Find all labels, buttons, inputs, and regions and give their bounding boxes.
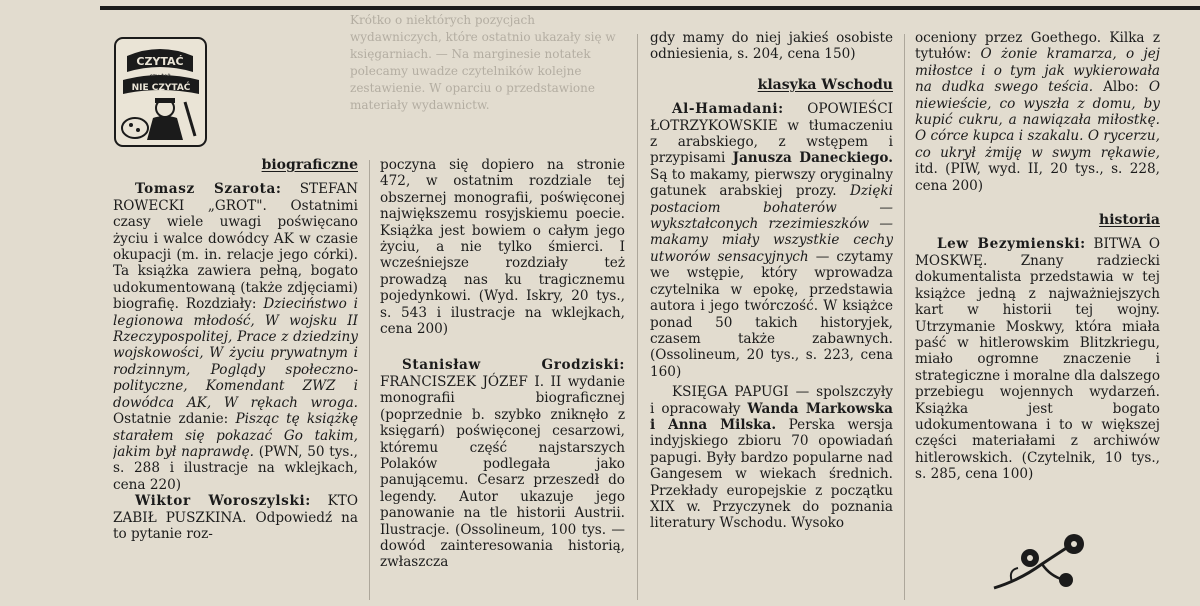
column-divider	[904, 34, 905, 600]
entry-quote: Dzięki postaciom bohaterów — wykształconych rzezimieszków — makamy miały wszystkie cechy utworów sensacyjnych	[650, 183, 893, 265]
flower-ornament-icon	[990, 530, 1095, 595]
entry-title: BITWA O MOSKWĘ.	[915, 236, 1160, 269]
entry-al-hamadani	[650, 101, 893, 380]
bleed-through-text: Krótko o niektórych pozycjach wydawniczych, które ostatnio ukazały się w księgarniach. — Na marginesie notatek polecamy uwadze czytelników kolejne zestawienie. W oparciu o przedstawione materiały wydawnictw.	[350, 13, 616, 112]
entry-body: II wydanie monografii biograficznej (poprzednie b. szybko zniknęło z księgarń) poświęconej cesarzowi, któremu część najstarszych Polaków podlegała jako panującemu. Cesarz przeszedł do legendy. Autor ukazuje jego panowanie na tle historii Austrii. Ilustracje.	[380, 373, 625, 538]
logo-line1: CZYTAĆ	[136, 55, 184, 68]
entry-author: Wiktor Woroszylski:	[135, 493, 311, 510]
entry-quote: Pisząc tę książkę starałem się pokazać Go takim, jakim był naprawdę.	[113, 411, 358, 460]
entry-title: KTO ZABIŁ PUSZKINA.	[113, 493, 358, 526]
entry-title: STEFAN ROWECKI „GROT".	[113, 181, 358, 214]
entry-story-titles: O żonie kramarza, o jej miłostce i o tym jak wykierowała na dudka swego teścia.	[915, 46, 1160, 96]
entry-body: w tłumaczeniu z arabskiego, z wstępem i przypisami	[650, 117, 893, 167]
top-rule	[100, 6, 1200, 10]
entry-author: Stanisław Grodziski:	[402, 357, 625, 374]
entry-body: Ostatnie zdanie:	[113, 411, 229, 428]
entry-rowecki	[113, 181, 358, 493]
entry-woroszylski	[113, 493, 358, 542]
entry-body: — spolszczyły i opracowały	[650, 384, 893, 417]
entry-ksiega-papugi-continued	[915, 30, 1160, 194]
column-4	[915, 30, 1160, 490]
entry-title: OPOWIEŚCI ŁOTRZYKOWSKIE	[650, 101, 893, 134]
entry-publication: (Ossolineum, 100 tys. — dowód zainteresowania historią, zwłaszcza	[380, 521, 625, 571]
entry-bezymienski	[915, 236, 1160, 482]
entry-body: Znany radziecki dokumentalista przedstawia w tej książce jedną z najważniejszych kart w historii tej wojny. Utrzymanie Moskwy, która miała paść w hitlerowskim Blitzkriegu, miało ogromne znaczenie i strategiczne i moralne dla dalszego przebiegu wojennych wydarzeń. Książka jest bogato udokumentowana i to w większej części materiałami z archiwów hitlerowskich.	[915, 252, 1160, 466]
entry-publication: (PWN, 50 tys., s. 288 i ilustracje na wklejkach, cena 220)	[113, 443, 358, 493]
entry-publication: (Ossolineum, 20 tys., s. 223, cena 160)	[650, 347, 893, 380]
column-1	[113, 157, 358, 606]
entry-body: — czytamy we wstępie, który wprowadza czytelnika w epokę, przedstawia autora i jego twórczość. W książce ponad 50 takich historyjek, czasem także zabawnych.	[650, 248, 893, 347]
entry-story-titles: O niewieście, co wyszła z domu, by kupić cukru, a nawiązała miłostkę. O córce kupca i szakalu. O rycerzu, co ukrył żmiję w swym rękawie,	[915, 79, 1160, 161]
entry-publication: (Wyd. Iskry, 20 tys., s. 543 i ilustracje na wklejkach, cena 200)	[380, 288, 625, 338]
entry-grodziski-continued	[650, 30, 893, 63]
entry-publication: itd. (PIW, wyd. II, 20 tys., s. 228, cena 200)	[915, 161, 1160, 194]
entry-grodziski	[380, 357, 625, 570]
logo-line3: NIE CZYTAĆ	[131, 83, 191, 93]
entry-publication: (Czytelnik, 10 tys., s. 285, cena 100)	[915, 449, 1160, 483]
column-2	[380, 157, 625, 606]
column-divider	[637, 34, 638, 600]
section-heading-biograficzne: biograficzne	[261, 157, 358, 173]
section-heading-klasyka-wschodu: klasyka Wschodu	[757, 76, 893, 93]
entry-body: gdy mamy do niej jakieś osobiste odniesienia, s. 204, cena 150)	[650, 30, 893, 63]
entry-body: Ostatnimi czasy wiele uwagi poświęcano życiu i walce dowódcy AK w czasie okupacji (m. in. relacje jego córki). Ta książka zawiera pełną, bogato udokumentowaną (także zdjęciami) biografię. Rozdziały:	[113, 197, 358, 313]
section-heading-historia: historia	[1099, 212, 1160, 229]
entry-body: Perska wersja indyjskiego zbioru 70 opowiadań papugi. Były bardzo popularne nad Gangesem w wiekach średnich. Przekłady europejskie z początku XIX w. Przyczynek do poznania literatury Wschodu. Wysoko	[650, 416, 893, 532]
entry-body: Są to makamy, pierwszy oryginalny gatunek arabskiej prozy.	[650, 166, 893, 200]
entry-body: oceniony przez Goethego. Kilka z tytułów:	[915, 30, 1160, 63]
entry-body: poczyna się dopiero na stronie 472, w ostatnim rozdziale tej obszernej monografii, poświęconej największemu rosyjskiemu poecie. Książka jest bowiem o całym jego życiu, a nie tylko śmierci. I wcześniejsze rozdziały też prowadzą nas ku tragicznemu pojedynkowi.	[380, 157, 625, 305]
entry-title: KSIĘGA PAPUGI	[672, 384, 789, 401]
entry-body: Albo:	[1103, 79, 1139, 96]
entry-author: Al-Hamadani:	[672, 101, 784, 118]
column-divider	[369, 160, 370, 600]
entry-title: FRANCISZEK JÓZEF I.	[380, 373, 545, 390]
entry-chapters: Dzieciństwo i legionowa młodość, W wojsku II Rzeczypospolitej, Prace z dziedziny wojskowości, W życiu prywatnym i rodzinnym, Poglądy społeczno-polityczne, Komendant ZWZ i dowódca AK, W rękach wroga.	[113, 296, 358, 411]
entry-woroszylski-continued	[380, 157, 625, 337]
entry-author: Lew Bezymienski:	[937, 236, 1086, 253]
column-3	[650, 30, 893, 606]
entry-translators: Wanda Markowska i Anna Milska.	[650, 400, 893, 433]
entry-body: Odpowiedź na to pytanie roz-	[113, 509, 358, 542]
reader-logo-icon	[113, 36, 208, 148]
entry-author: Tomasz Szarota:	[135, 181, 282, 198]
entry-translator: Janusza Daneckiego.	[732, 150, 893, 167]
entry-ksiega-papugi	[650, 384, 893, 532]
